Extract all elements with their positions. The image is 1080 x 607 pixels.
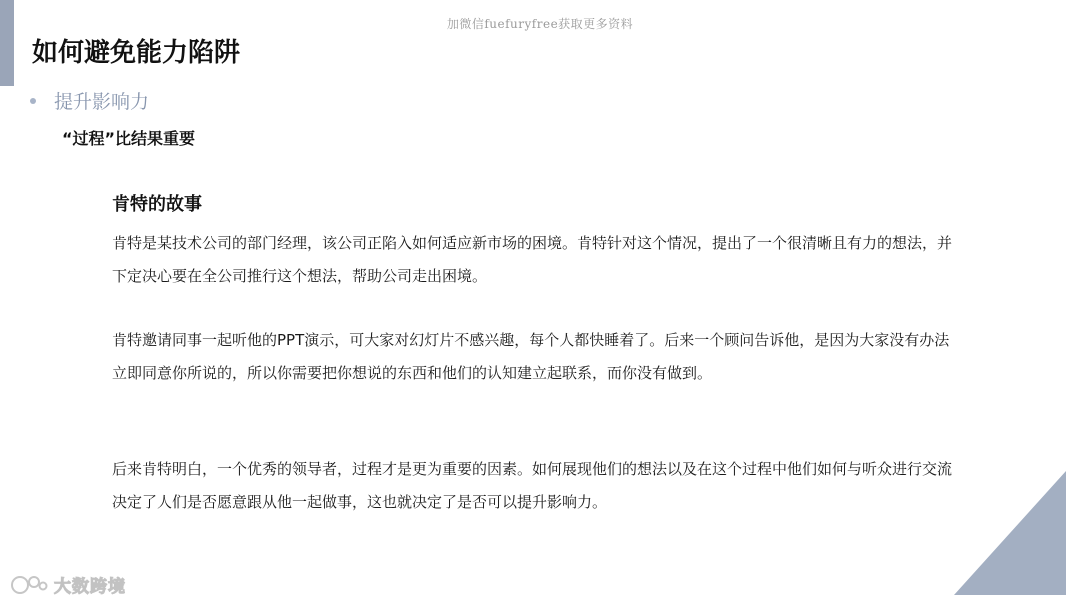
slide-title: 如何避免能力陷阱 — [32, 38, 241, 68]
slide-subtitle: “过程”比结果重要 — [62, 129, 196, 148]
story-paragraph-2: 肯特邀请同事一起听他的PPT演示，可大家对幻灯片不感兴趣，每个人都快睡着了。后来一个顾问告诉他，是因为大家没有办法立即同意你所说的，所以你需要把你想说的东西和他们的认知建立起联系，而你没有做到。 — [112, 331, 950, 382]
bullet-dot-icon — [30, 98, 36, 104]
bubble-logo-icon — [10, 574, 48, 596]
accent-bar — [0, 0, 14, 86]
corner-decoration — [954, 471, 1066, 595]
bullet-item — [30, 87, 149, 114]
watermark-text: 加微信fuefuryfree获取更多资料 — [446, 17, 634, 31]
logo-text: 大数跨境 — [54, 577, 126, 597]
story-paragraph-1: 肯特是某技术公司的部门经理，该公司正陷入如何适应新市场的困境。肯特针对这个情况，提出了一个很清晰且有力的想法，并下定决心要在全公司推行这个想法，帮助公司走出困境。 — [112, 234, 953, 285]
bullet-label: 提升影响力 — [54, 91, 150, 113]
story-paragraph-3: 后来肯特明白，一个优秀的领导者，过程才是更为重要的因素。如何展现他们的想法以及在这个过程中他们如何与听众进行交流决定了人们是否愿意跟从他一起做事，这也就决定了是否可以提升影响力。 — [112, 460, 953, 511]
story-heading: 肯特的故事 — [112, 194, 202, 215]
brand-logo — [10, 572, 126, 597]
